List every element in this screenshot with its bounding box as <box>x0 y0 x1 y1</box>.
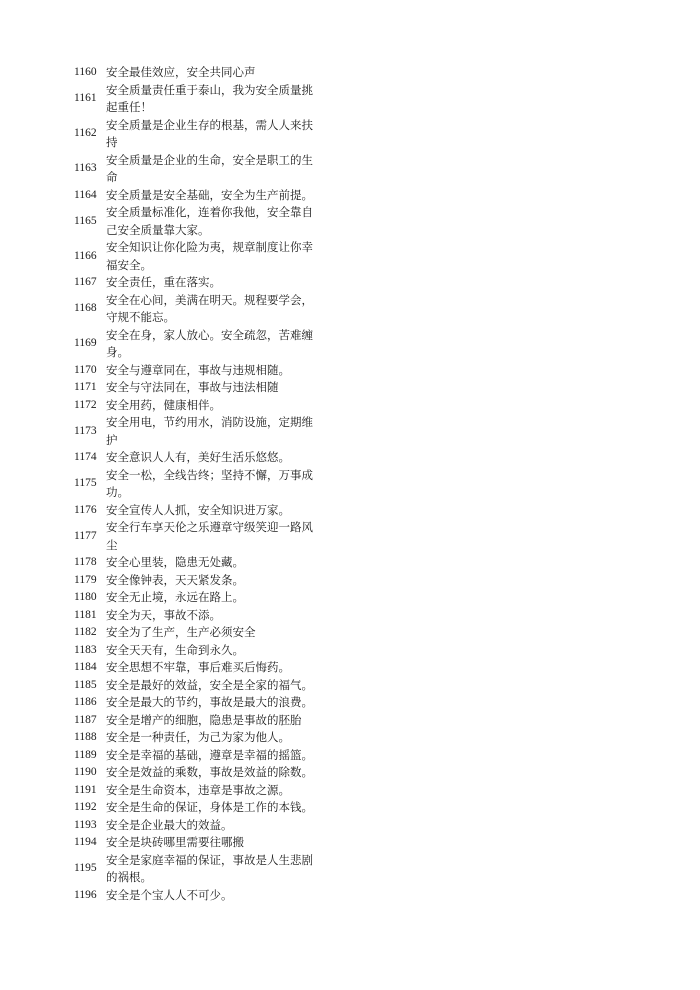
item-number: 1196 <box>74 888 97 901</box>
list-item <box>74 397 334 415</box>
item-number: 1184 <box>74 661 97 673</box>
item-text: 安全是效益的乘数，事故是效益的除数。 <box>106 765 313 779</box>
item-text: 安全是家庭幸福的保证，事故是人生悲剧的祸根。 <box>106 852 313 884</box>
item-text: 安全与守法同在，事故与违法相随 <box>106 380 279 394</box>
item-number: 1160 <box>74 66 97 78</box>
item-text: 安全思想不牢靠，事后难买后悔药。 <box>106 660 290 674</box>
slogan-list <box>74 64 334 904</box>
item-text: 安全在心间，美满在明天。规程要学会，守规不能忘。 <box>106 292 313 324</box>
list-item <box>74 519 334 554</box>
list-item <box>74 379 334 397</box>
item-number: 1179 <box>74 573 97 586</box>
item-text: 安全是幸福的基础，遵章是幸福的摇篮。 <box>106 747 313 762</box>
list-item <box>74 852 334 887</box>
list-item <box>74 589 334 607</box>
list-item <box>74 694 334 712</box>
item-text: 安全像钟表，天天紧发条。 <box>106 572 244 587</box>
item-number: 1163 <box>74 162 97 175</box>
list-item <box>74 607 334 625</box>
item-text: 安全天天有，生命到永久。 <box>106 642 244 657</box>
list-item <box>74 887 334 905</box>
item-text: 安全为天，事故不添。 <box>106 607 221 622</box>
item-number: 1180 <box>74 591 97 603</box>
item-number: 1174 <box>74 451 97 463</box>
item-number: 1167 <box>74 276 97 288</box>
list-item <box>74 729 334 747</box>
list-item <box>74 817 334 835</box>
item-text: 安全用药，健康相伴。 <box>106 397 221 412</box>
list-item <box>74 82 334 117</box>
item-text: 安全行车享天伦之乐遵章守级笑迎一路风尘 <box>106 520 313 552</box>
item-text: 安全意识人人有，美好生活乐悠悠。 <box>106 450 290 464</box>
list-item <box>74 659 334 677</box>
item-number: 1183 <box>74 643 97 656</box>
item-text: 安全质量是企业的生命，安全是职工的生命 <box>106 152 313 184</box>
list-item <box>74 747 334 765</box>
list-item <box>74 624 334 642</box>
item-number: 1169 <box>74 337 97 350</box>
item-text: 安全是最大的节约，事故是最大的浪费。 <box>106 695 313 709</box>
item-text: 安全一松，全线告终；坚持不懈，万事成功。 <box>106 467 313 499</box>
list-item <box>74 64 334 82</box>
item-number: 1171 <box>74 381 97 393</box>
item-text: 安全是生命资本，违章是事故之源。 <box>106 782 290 797</box>
item-number: 1175 <box>74 477 97 490</box>
item-number: 1190 <box>74 766 97 778</box>
item-number: 1188 <box>74 731 97 743</box>
list-item <box>74 712 334 730</box>
item-number: 1194 <box>74 836 97 848</box>
item-text: 安全质量是安全基础，安全为生产前提。 <box>106 187 313 202</box>
list-item <box>74 554 334 572</box>
item-text: 安全最佳效应，安全共同心声 <box>106 65 256 79</box>
item-text: 安全心里装，隐患无处藏。 <box>106 555 244 569</box>
item-number: 1193 <box>74 818 97 831</box>
item-number: 1192 <box>74 801 97 813</box>
item-text: 安全责任，重在落实。 <box>106 275 221 289</box>
item-text: 安全是增产的细胞，隐患是事故的胚胎 <box>106 712 302 727</box>
item-text: 安全与遵章同在，事故与违规相随。 <box>106 362 290 377</box>
item-text: 安全是块砖哪里需要往哪搬 <box>106 835 244 849</box>
item-text: 安全在身，家人放心。安全疏忽，苦难缠身。 <box>106 327 313 359</box>
item-text: 安全是生命的保证，身体是工作的本钱。 <box>106 800 313 814</box>
item-number: 1165 <box>74 214 97 227</box>
list-item <box>74 572 334 590</box>
item-text: 安全为了生产，生产必须安全 <box>106 625 256 639</box>
item-text: 安全无止境，永远在路上。 <box>106 590 244 604</box>
item-text: 安全质量责任重于泰山，我为安全质量挑起重任！ <box>106 82 313 114</box>
item-number: 1173 <box>74 424 97 437</box>
list-item <box>74 187 334 205</box>
item-number: 1177 <box>74 529 97 542</box>
item-number: 1164 <box>74 188 97 201</box>
list-item <box>74 764 334 782</box>
list-item <box>74 274 334 292</box>
list-item <box>74 239 334 274</box>
item-number: 1178 <box>74 556 97 568</box>
list-item <box>74 449 334 467</box>
list-item <box>74 152 334 187</box>
item-number: 1170 <box>74 363 97 376</box>
item-number: 1162 <box>74 127 97 140</box>
item-number: 1181 <box>74 608 97 621</box>
list-item <box>74 502 334 520</box>
list-item <box>74 292 334 327</box>
list-item <box>74 204 334 239</box>
item-text: 安全用电，节约用水，消防设施，定期维护 <box>106 415 313 447</box>
item-number: 1176 <box>74 503 97 516</box>
list-item <box>74 677 334 695</box>
item-text: 安全是企业最大的效益。 <box>106 817 233 832</box>
list-item <box>74 117 334 152</box>
list-item <box>74 414 334 449</box>
list-item <box>74 782 334 800</box>
item-number: 1189 <box>74 748 97 761</box>
item-number: 1172 <box>74 398 97 411</box>
item-text: 安全是一种责任，为己为家为他人。 <box>106 730 290 744</box>
item-text: 安全质量标准化，连着你我他，安全靠自己安全质量靠大家。 <box>106 205 313 237</box>
item-text: 安全质量是企业生存的根基，需人人来扶持 <box>106 117 313 149</box>
item-number: 1186 <box>74 696 97 708</box>
list-item <box>74 327 334 362</box>
item-text: 安全知识让你化险为夷，规章制度让你幸福安全。 <box>106 240 313 272</box>
list-item <box>74 467 334 502</box>
list-item <box>74 834 334 852</box>
item-number: 1195 <box>74 862 97 875</box>
item-number: 1161 <box>74 92 97 105</box>
item-number: 1168 <box>74 302 97 315</box>
item-text: 安全是最好的效益，安全是全家的福气。 <box>106 677 313 692</box>
item-number: 1166 <box>74 249 97 262</box>
item-number: 1182 <box>74 626 97 638</box>
item-text: 安全宣传人人抓，安全知识进万家。 <box>106 502 290 517</box>
list-item <box>74 799 334 817</box>
list-item <box>74 642 334 660</box>
item-number: 1187 <box>74 713 97 726</box>
list-item <box>74 362 334 380</box>
item-number: 1185 <box>74 678 97 691</box>
item-number: 1191 <box>74 783 97 796</box>
item-text: 安全是个宝人人不可少。 <box>106 887 233 902</box>
